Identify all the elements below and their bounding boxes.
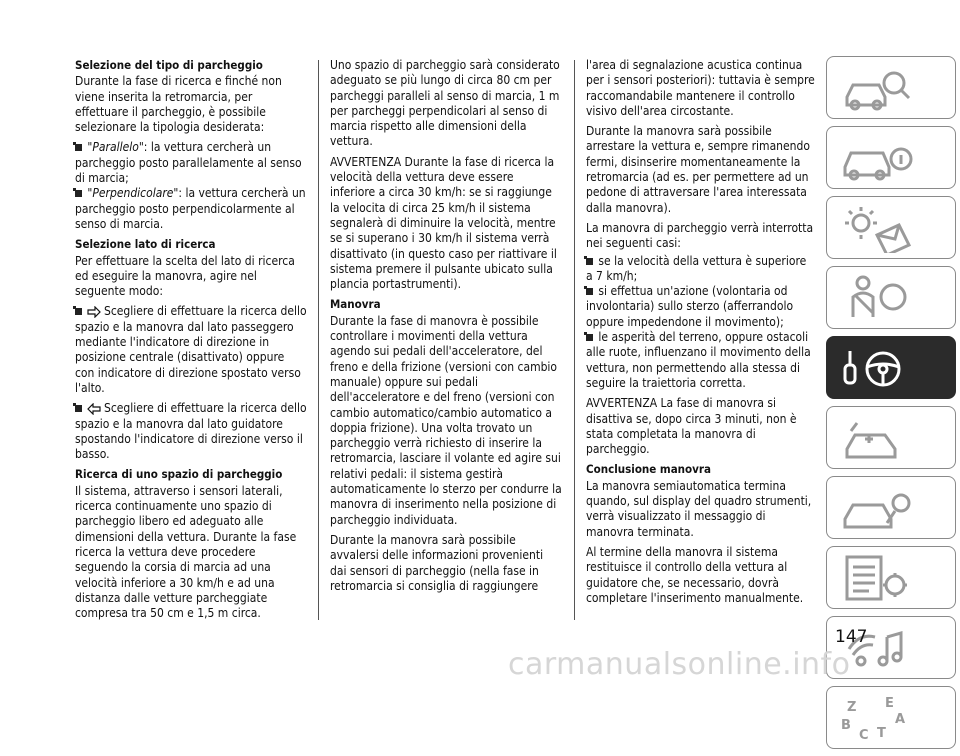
paragraph: La manovra di parcheggio verrà interrotta nei seguenti casi:	[586, 220, 814, 251]
bullet-item: Scegliere di effettuare la ricerca dello spazio e la manovra dal lato passeggero mediante l'indicatore di direzione in posizione centrale (disattivato) oppure con indicatore di direzione spostato verso l'alto.	[75, 304, 307, 395]
text-column-1	[75, 58, 307, 626]
column-divider	[574, 60, 575, 620]
chapter-tab-safety[interactable]	[826, 266, 956, 329]
maintenance-car-icon	[839, 483, 919, 533]
section-heading: Ricerca di uno spazio di parcheggio	[75, 467, 283, 482]
bullet-item: si effettua un'azione (volontaria od involontaria) sullo sterzo (afferrandolo oppure impedendone il movimento);	[586, 284, 794, 329]
technical-data-icon	[839, 553, 919, 603]
bullet-square-icon	[586, 288, 593, 295]
bullet-item: le asperità del terreno, oppure ostacoli alle ruote, influenzano il movimento della vettura, non permettendo alla stessa di seguire la traiettoria corretta.	[586, 330, 811, 390]
svg-text:E: E	[885, 696, 894, 711]
car-info-icon	[839, 133, 919, 183]
key-steering-wheel-icon	[839, 343, 919, 393]
bullet-square-icon	[75, 405, 82, 412]
paragraph: Durante la fase di manovra è possibile controllare i movimenti della vettura agendo sui pedali dell'acceleratore, del freno e della frizione (versioni con cambio manuale) oppure sui pedali dell'acceleratore e del freno (versioni con cambio automatico/cambio automatico a doppia frizione). Una volta trovato un parcheggio verrà richiesto di inserire la retromarcia, lasciare il volante ed agire sui relativi pedali: il sistema gestirà automaticamente lo sterzo per condurre la manovra di inserimento nella posizione di parcheggio individuata.	[330, 313, 562, 527]
turn-signal-right-icon	[87, 306, 101, 318]
svg-text:Z: Z	[847, 700, 857, 715]
bullet-square-icon	[75, 144, 82, 151]
bullet-square-icon	[75, 190, 82, 197]
section-heading: Manovra	[330, 297, 381, 312]
svg-text:C: C	[859, 728, 869, 743]
watermark: carmanualsonline.info	[508, 647, 851, 682]
chapter-tab-vehicle[interactable]	[826, 126, 956, 189]
chapter-tab-lights[interactable]	[826, 196, 956, 259]
chapter-tab-maintenance[interactable]	[826, 476, 956, 539]
bullet-square-icon	[586, 258, 593, 265]
svg-text:B: B	[841, 718, 851, 733]
light-warning-envelope-icon	[839, 203, 919, 253]
svg-text:A: A	[895, 712, 906, 727]
turn-signal-left-icon	[87, 403, 101, 415]
dashboard-car-search-icon	[839, 63, 919, 113]
warning-paragraph: AVVERTENZA Durante la fase di ricerca la velocità della vettura deve essere inferiore a circa 30 km/h: se si raggiunge la velocita di circa 25 km/h il sistema segnalerà di diminuire la velocità, mentre se si superano i 30 km/h il sistema verrà disattivato (in questo caso per riattivare il sistema premere il pulsante ubicato sulla plancia portastrumenti).	[330, 154, 557, 292]
column-divider	[318, 60, 319, 620]
chapter-tab-starting-driving[interactable]	[826, 336, 956, 399]
bullet-item: "Perpendicolare": la vettura cercherà un parcheggio posto perpendicolarmente al senso di marcia.	[75, 186, 306, 231]
warning-paragraph: AVVERTENZA La fase di manovra si disattiva se, dopo circa 3 minuti, non è stata completata la manovra di parcheggio.	[586, 396, 797, 457]
bullet-square-icon	[586, 334, 593, 341]
paragraph: Durante la manovra sarà possibile avvalersi delle informazioni provenienti dai sensori di parcheggio (nella fase in retromarcia si consiglia di raggiungere	[330, 532, 544, 593]
paragraph: La manovra semiautomatica termina quando, sul display del quadro strumenti, verrà visualizzato il messaggio di manovra terminata.	[586, 478, 812, 539]
paragraph: l'area di segnalazione acustica continua per i sensori posteriori): tuttavia è sempre raccomandabile mantenere il controllo visivo dell'area circostante.	[586, 58, 815, 118]
text-column-3	[586, 58, 816, 611]
paragraph: Il sistema, attraverso i sensori laterali, ricerca continuamente uno spazio di parcheggio libero ed adeguato alle dimensioni della vettura. Durante la fase ricerca la vettura deve procedere seguendo la corsia di marcia ad una velocità inferiore a 30 km/h e ad una distanza dalle vetture parcheggiate compresa tra 50 cm e 1,5 m circa.	[75, 483, 297, 621]
paragraph: Durante la fase di ricerca e finché non viene inserita la retromarcia, per effettuare il parcheggio, è possibile selezionare la tipologia desiderata:	[75, 74, 282, 135]
paragraph: Durante la manovra sarà possibile arrestare la vettura e, sempre rimanendo fermi, disinserire momentaneamente la retromarcia (ad es. per permettere ad un pedone di attraversare l'area interessata dalla manovra).	[586, 124, 810, 215]
alphabetical-index-icon	[839, 693, 919, 743]
bullet-item: se la velocità della vettura è superiore a 7 km/h;	[586, 253, 807, 283]
paragraph: Per effettuare la scelta del lato di ricerca ed eseguire la manovra, agire nel seguente modo:	[75, 253, 295, 299]
chapter-tab-dashboard[interactable]	[826, 56, 956, 119]
chapter-tab-index[interactable]	[826, 686, 956, 749]
section-heading: Selezione del tipo di parcheggio	[75, 58, 263, 72]
seatbelt-airbag-icon	[839, 273, 919, 323]
paragraph: Uno spazio di parcheggio sarà considerato adeguato se più lungo di circa 80 cm per parcheggi paralleli al senso di marcia, 1 m per parcheggi perpendicolari al senso di marcia rispetto alle dimensioni della vettura.	[330, 58, 560, 149]
svg-text:T: T	[877, 726, 886, 741]
bullet-item: "Parallelo": la vettura cercherà un parcheggio posto parallelamente al senso di marcia;	[75, 140, 302, 186]
text-column-2	[330, 58, 562, 599]
page-number: 147	[835, 627, 868, 647]
section-heading: Conclusione manovra	[586, 462, 711, 477]
chapter-tab-technical-data[interactable]	[826, 546, 956, 609]
section-heading: Selezione lato di ricerca	[75, 237, 216, 252]
emergency-car-icon	[839, 413, 919, 463]
chapter-tab-emergency[interactable]	[826, 406, 956, 469]
bullet-square-icon	[75, 308, 82, 315]
paragraph: Al termine della manovra il sistema restituisce il controllo della vettura al guidatore che, se necessario, dovrà completare l'inserimento manualmente.	[586, 544, 804, 605]
bullet-item: Scegliere di effettuare la ricerca dello spazio e la manovra dal lato guidatore spostando l'indicatore di direzione verso il basso.	[75, 401, 307, 462]
